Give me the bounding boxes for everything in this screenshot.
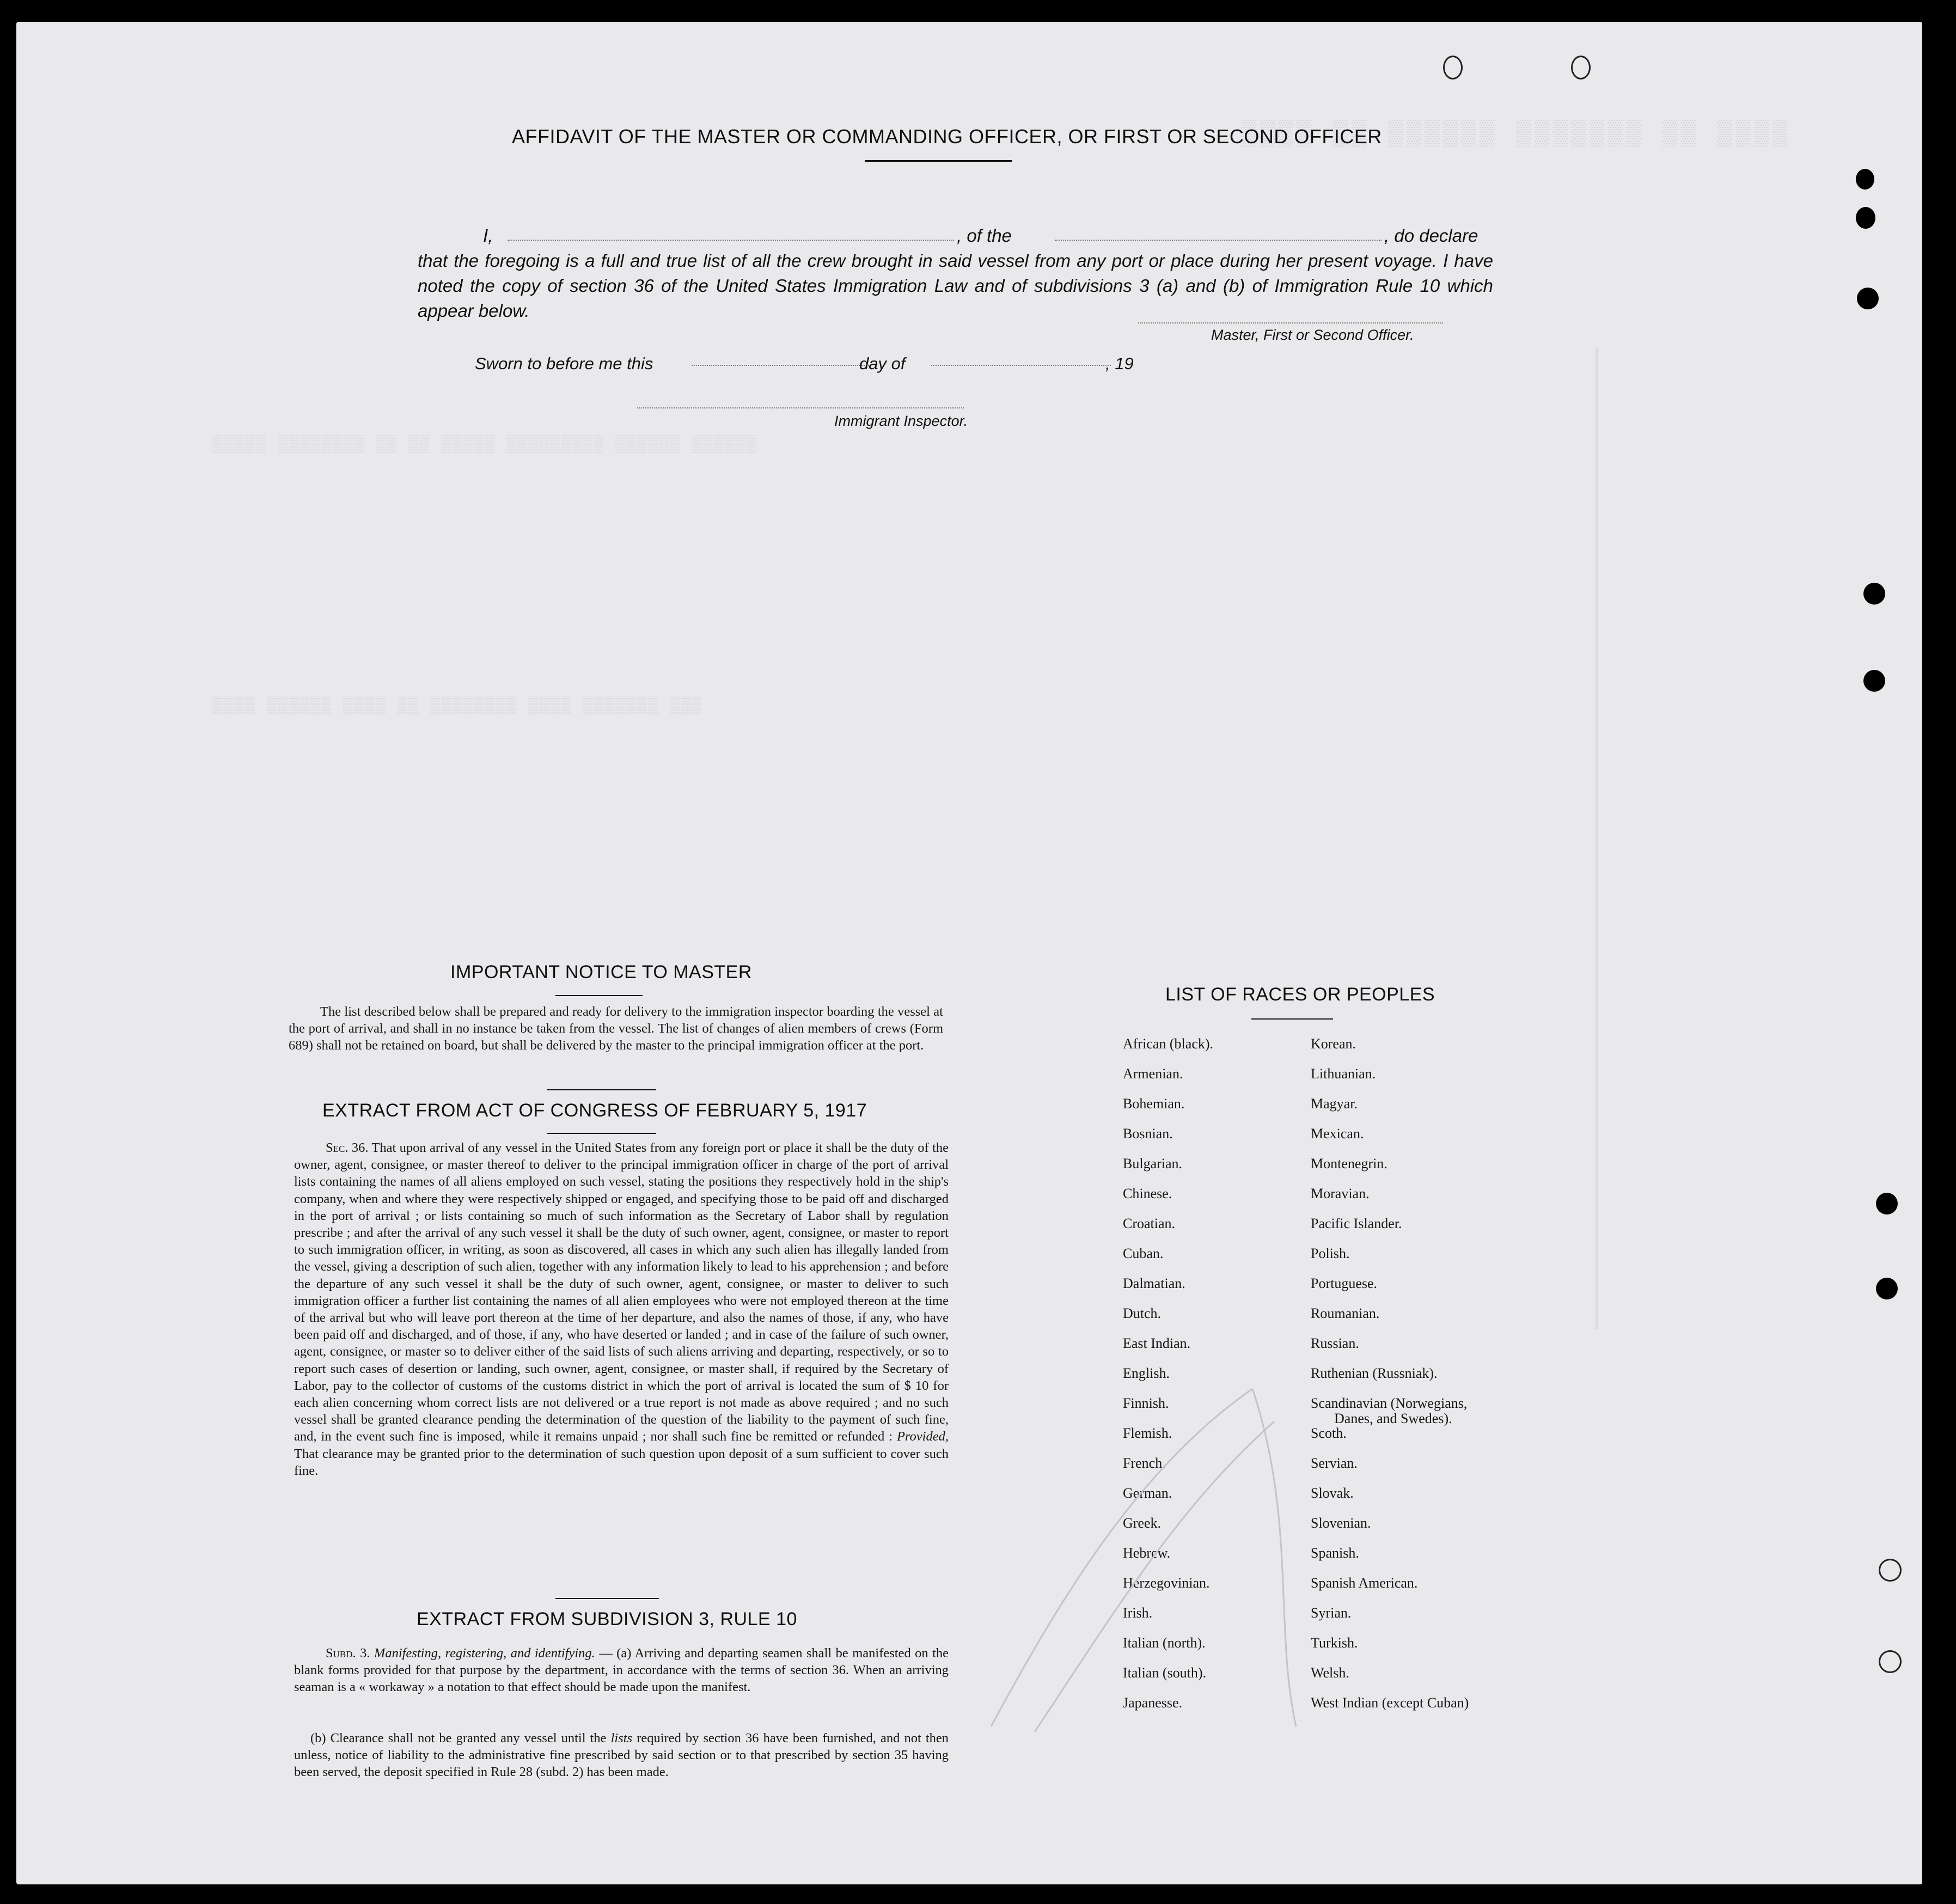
- notice-heading: IMPORTANT NOTICE TO MASTER: [450, 962, 752, 982]
- race-item: Moravian.: [1311, 1186, 1370, 1201]
- sworn-day-blank[interactable]: [692, 365, 871, 366]
- punch-hole-icon: [1857, 288, 1879, 309]
- race-item: Bosnian.: [1123, 1126, 1173, 1142]
- race-item: Korean.: [1311, 1036, 1356, 1052]
- act-provided: Provided,: [896, 1429, 949, 1444]
- race-item: Magyar.: [1311, 1096, 1358, 1112]
- race-item: Slovenian.: [1311, 1515, 1371, 1531]
- notice-text: The list described below shall be prepared and ready for delivery to the immigration inspector boarding the vessel at the port of arrival, and shall in no instance be taken from the vessel. The list of changes of alien members of crews (Form 689) shall not be retained on board, but shall be delivered by the master to the principal immigration officer at the port.: [289, 1004, 943, 1053]
- race-item: Ruthenian (Russniak).: [1311, 1365, 1438, 1381]
- rule-para-a-text: — (a) Arriving and departing seamen shall be manifested on the blank forms provided for that purpose by the department, in accordance with the terms of section 36. When an arriving seaman is a « workaway » a notation to that effect should be made upon the manifest.: [294, 1646, 949, 1695]
- race-item: Japanesse.: [1123, 1695, 1183, 1711]
- rule-para-b-rest: required by section 36 have been furnished, and not then unless, notice of liability to the administrative fine prescribed by said section or to that prescribed by section 35 having been served, the deposit specified in Rule 28 (subd. 2) has been made.: [294, 1731, 949, 1780]
- bleed-through-rule: [1596, 349, 1598, 1329]
- race-item: Hebrew.: [1123, 1545, 1171, 1561]
- race-item: Montenegrin.: [1311, 1156, 1387, 1171]
- pencil-scribble-icon: [969, 1356, 1459, 1737]
- act-text-b: That clearance may be granted prior to the determination of such question upon deposit of a sum sufficient to cover such fine.: [294, 1446, 949, 1478]
- sworn-prefix: Sworn to before me this: [475, 354, 653, 373]
- race-item: Portuguese.: [1311, 1276, 1378, 1291]
- affidavit-heading: AFFIDAVIT OF THE MASTER OR COMMANDING OFFICER, OR FIRST OR SECOND OFFICER: [512, 125, 1382, 148]
- affidavit-of-the: , of the: [957, 225, 1012, 246]
- bleed-through-rows-2: ▒▒▒▒ ▒▒▒▒▒▒ ▒▒▒▒ ▒▒ ▒▒▒▒▒▒▒▒ ▒▒▒▒ ▒▒▒▒▒▒▒ ▒▒▒: [212, 697, 703, 716]
- race-item: Spanish.: [1311, 1545, 1359, 1561]
- race-item: Finnish.: [1123, 1395, 1169, 1411]
- race-item: Cuban.: [1123, 1246, 1164, 1261]
- race-item: Syrian.: [1311, 1605, 1352, 1621]
- rule-heading: EXTRACT FROM SUBDIVISION 3, RULE 10: [417, 1609, 797, 1630]
- divider: [547, 1133, 656, 1134]
- form-sheet: [16, 22, 1922, 1884]
- rule-para-b-lists: lists: [610, 1731, 633, 1746]
- sworn-day-of: day of: [859, 354, 906, 373]
- race-item: West Indian (except Cuban): [1311, 1695, 1469, 1711]
- race-item: Herzegovinian.: [1123, 1575, 1210, 1591]
- divider: [547, 1089, 656, 1090]
- race-item: Scandinavian (Norwegians,: [1311, 1395, 1468, 1411]
- rule-para-a: [294, 1645, 949, 1696]
- race-item: Bulgarian.: [1123, 1156, 1183, 1171]
- race-item: Chinese.: [1123, 1186, 1172, 1201]
- race-item: Spanish American.: [1311, 1575, 1418, 1591]
- race-item: Slovak.: [1311, 1485, 1354, 1501]
- rule-para-b-start: (b) Clearance shall not be granted any vessel until the: [310, 1731, 607, 1746]
- race-item: Servian.: [1311, 1455, 1358, 1471]
- race-item: East Indian.: [1123, 1335, 1191, 1351]
- race-item: Armenian.: [1123, 1066, 1183, 1082]
- master-signature-blank[interactable]: [1138, 322, 1443, 324]
- punch-hole-icon: [1443, 56, 1463, 80]
- race-item: African (black).: [1123, 1036, 1214, 1052]
- rule-para-b: [294, 1730, 949, 1781]
- master-signature-label: Master, First or Second Officer.: [1211, 327, 1414, 343]
- race-item: Welsh.: [1311, 1665, 1349, 1681]
- act-text: [294, 1139, 949, 1479]
- race-item: French.: [1123, 1455, 1166, 1471]
- race-item: Scoth.: [1311, 1425, 1347, 1441]
- bleed-through-header: ▒▒▒▒ ▒▒ ▒▒▒▒▒▒ ▒▒▒▒▒▒▒ ▒▒ ▒▒▒▒: [1242, 120, 1791, 148]
- inspector-label: Immigrant Inspector.: [834, 413, 968, 429]
- punch-hole-icon: [1863, 583, 1885, 605]
- race-item-continuation: Danes, and Swedes).: [1334, 1411, 1452, 1426]
- race-item: Lithuanian.: [1311, 1066, 1376, 1082]
- race-item: Dalmatian.: [1123, 1276, 1185, 1291]
- name-blank[interactable]: [508, 240, 954, 241]
- act-sec-label: Sec. 36.: [326, 1140, 369, 1155]
- rule-subd-title: Manifesting, registering, and identifying.: [374, 1646, 595, 1661]
- race-item: Greek.: [1123, 1515, 1162, 1531]
- punch-hole-icon: [1863, 670, 1885, 692]
- bleed-through-rows: ▒▒▒▒▒ ▒▒▒▒▒▒▒▒ ▒▒ ▒▒ ▒▒▒▒▒ ▒▒▒▒▒▒▒▒▒ ▒▒▒▒▒▒ ▒▒▒▒▒▒: [212, 436, 757, 454]
- divider: [555, 1598, 659, 1599]
- race-item: German.: [1123, 1485, 1172, 1501]
- punch-hole-icon: [1571, 56, 1591, 80]
- race-item: Polish.: [1311, 1246, 1350, 1261]
- race-item: Mexican.: [1311, 1126, 1364, 1142]
- punch-hole-icon: [1856, 207, 1875, 229]
- vessel-blank[interactable]: [1055, 240, 1382, 241]
- punch-hole-icon: [1876, 1193, 1898, 1215]
- race-item: Flemish.: [1123, 1425, 1172, 1441]
- race-item: Bohemian.: [1123, 1096, 1185, 1112]
- race-item: Croatian.: [1123, 1216, 1176, 1231]
- affidavit-i: I,: [483, 225, 493, 246]
- race-item: Russian.: [1311, 1335, 1359, 1351]
- affidavit-body: that the foregoing is a full and true list of all the crew brought in said vessel from any port or place during her present voyage. I have noted the copy of section 36 of the United States Immigration Law and of subdivisions 3 (a) and (b) of Immigration Rule 10 which appear below.: [418, 251, 1493, 321]
- divider: [1251, 1018, 1333, 1020]
- sworn-month-blank[interactable]: [931, 365, 1111, 366]
- race-item: Pacific Islander.: [1311, 1216, 1402, 1231]
- divider: [865, 160, 1012, 162]
- affidavit-text: [418, 223, 1507, 324]
- punch-hole-icon: [1879, 1650, 1902, 1673]
- race-item: Italian (north).: [1123, 1635, 1206, 1651]
- race-item: Irish.: [1123, 1605, 1153, 1621]
- race-item: Turkish.: [1311, 1635, 1358, 1651]
- divider: [555, 995, 643, 996]
- punch-hole-icon: [1876, 1278, 1898, 1299]
- sworn-year: , 19: [1105, 354, 1134, 373]
- affidavit-do-declare: , do declare: [1384, 225, 1478, 246]
- act-heading: EXTRACT FROM ACT OF CONGRESS OF FEBRUARY 5, 1917: [322, 1100, 867, 1121]
- rule-subd-label: Subd. 3.: [326, 1646, 370, 1661]
- race-item: Italian (south).: [1123, 1665, 1207, 1681]
- inspector-signature-blank[interactable]: [637, 407, 964, 408]
- punch-hole-icon: [1856, 169, 1874, 190]
- race-item: Dutch.: [1123, 1305, 1162, 1321]
- race-item: Roumanian.: [1311, 1305, 1380, 1321]
- punch-hole-icon: [1879, 1559, 1902, 1582]
- races-heading: LIST OF RACES OR PEOPLES: [1165, 984, 1435, 1005]
- act-text-a: That upon arrival of any vessel in the United States from any foreign port or place it shall be the duty of the owner, agent, consignee, or master thereof to deliver to the principal immigration officer in charge of the port of arrival lists containing the names of all aliens employed on such vessel, stating the positions they respectively hold in the ship's company, when and where they were respectively shipped or engaged, and specifying those to be paid off and discharged in the port of arrival ; or lists containing so much of such information as the Secretary of Labor shall by regulation prescribe ; and after the arrival of any such vessel it shall be the duty of such owner, agent, consignee, or master to report to such immigration officer, in writing, as soon as discovered, all cases in which any such alien has illegally landed from the vessel, giving a description of such alien, together with any information likely to lead to his apprehension ; and before the departure of any such vessel it shall be the duty of such owner, agent, consignee, or master to deliver to such immigration officer a further list containing the names of all alien employees who were not employed thereon at the time of the arrival but who will leave port thereon at the time of her departure, and also the names of those, if any, who have been paid off and discharged, and of those, if any, who have deserted or landed ; and in case of the failure of such owner, agent, consignee, or master so to deliver either of the said lists of such aliens arriving and departing, respectively, or so to report such cases of desertion or landing, such owner, agent, consignee, or master shall, if required by the Secretary of Labor, pay to the collector of customs of the customs district in which the port of arrival is located the sum of $ 10 for each alien concerning whom correct lists are not delivered or a true report is not made as above required ; and no such vessel shall be granted clearance pending the determination of the question of the liability to the payment of such fine, and, in the event such fine is imposed, while it remains unpaid ; nor shall such fine be remitted or refunded :: [294, 1140, 949, 1444]
- race-item: English.: [1123, 1365, 1170, 1381]
